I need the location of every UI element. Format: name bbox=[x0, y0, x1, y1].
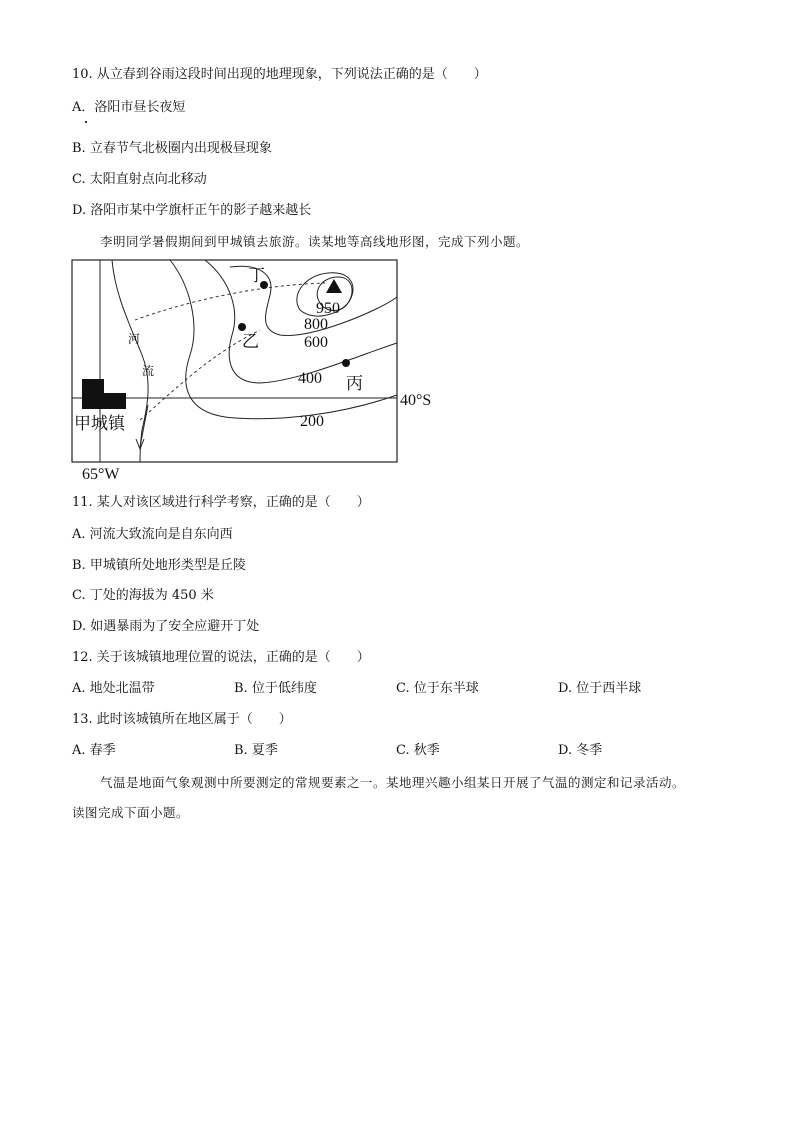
town-block-left bbox=[82, 379, 104, 409]
q11-option-a: A. 河流大致流向是自东向西 bbox=[72, 527, 233, 542]
river-arrow bbox=[140, 405, 148, 447]
q11-option-c: C. 丁处的海拔为 450 米 bbox=[72, 588, 214, 603]
q12-option-b: B. 位于低纬度 bbox=[234, 681, 317, 696]
label-town: 甲城镇 bbox=[74, 414, 125, 433]
label-600: 600 bbox=[304, 334, 328, 351]
intro-paragraph-2-line-2: 读图完成下面小题。 bbox=[72, 805, 190, 820]
q13-option-a: A. 春季 bbox=[72, 743, 116, 758]
stray-dot bbox=[85, 121, 87, 123]
label-800: 800 bbox=[304, 316, 328, 333]
peak-triangle-icon bbox=[326, 279, 342, 293]
q12-option-a: A. 地处北温带 bbox=[72, 681, 155, 696]
label-950: 950 bbox=[316, 300, 340, 317]
q11-option-d: D. 如遇暴雨为了安全应避开丁处 bbox=[72, 619, 260, 634]
q12-stem: 12. 关于该城镇地理位置的说法，正确的是（ ） bbox=[72, 650, 370, 665]
contour-200 bbox=[170, 260, 397, 419]
q10-option-d: D. 洛阳市某中学旗杆正午的影子越来越长 bbox=[72, 203, 312, 218]
q10-stem: 10. 从立春到谷雨这段时间出现的地理现象，下列说法正确的是（ ） bbox=[72, 67, 487, 82]
q12-option-d: D. 位于西半球 bbox=[558, 681, 642, 696]
q10-option-a: A．洛阳市昼长夜短 bbox=[72, 100, 186, 115]
intro-paragraph-1: 李明同学暑假期间到甲城镇去旅游。读某地等高线地形图，完成下列小题。 bbox=[100, 234, 530, 249]
q12-option-c: C. 位于东半球 bbox=[396, 681, 479, 696]
label-400: 400 bbox=[298, 370, 322, 387]
q10-option-b: B. 立春节气北极圈内出现极昼现象 bbox=[72, 141, 272, 156]
label-longitude: 65°W bbox=[82, 466, 120, 483]
q11-option-b: B. 甲城镇所处地形类型是丘陵 bbox=[72, 558, 246, 573]
q13-option-d: D. 冬季 bbox=[558, 743, 603, 758]
q13-options-row bbox=[72, 742, 712, 760]
label-bing: 丙 bbox=[346, 374, 363, 393]
q13-stem: 13. 此时该城镇所在地区属于（ ） bbox=[72, 712, 292, 727]
label-river-1: 河 bbox=[128, 332, 141, 346]
label-ding: 丁 bbox=[248, 266, 265, 285]
intro-paragraph-2-line-1: 气温是地面气象观测中所要测定的常规要素之一。某地理兴趣小组某日开展了气温的测定和记录活动。 bbox=[100, 775, 686, 790]
q13-option-b: B. 夏季 bbox=[234, 743, 278, 758]
q11-stem: 11. 某人对该区域进行科学考察，正确的是（ ） bbox=[72, 495, 370, 510]
label-200: 200 bbox=[300, 413, 324, 430]
q13-option-c: C. 秋季 bbox=[396, 743, 440, 758]
town-block-right bbox=[104, 393, 126, 409]
label-yi: 乙 bbox=[242, 332, 259, 351]
q10-option-c: C. 太阳直射点向北移动 bbox=[72, 172, 207, 187]
contour-400 bbox=[205, 260, 397, 383]
point-bing bbox=[342, 359, 350, 367]
contour-map bbox=[60, 255, 450, 485]
label-latitude: 40°S bbox=[400, 392, 432, 409]
point-yi bbox=[238, 323, 246, 331]
q12-options-row bbox=[72, 680, 712, 698]
label-river-2: 流 bbox=[142, 364, 155, 378]
